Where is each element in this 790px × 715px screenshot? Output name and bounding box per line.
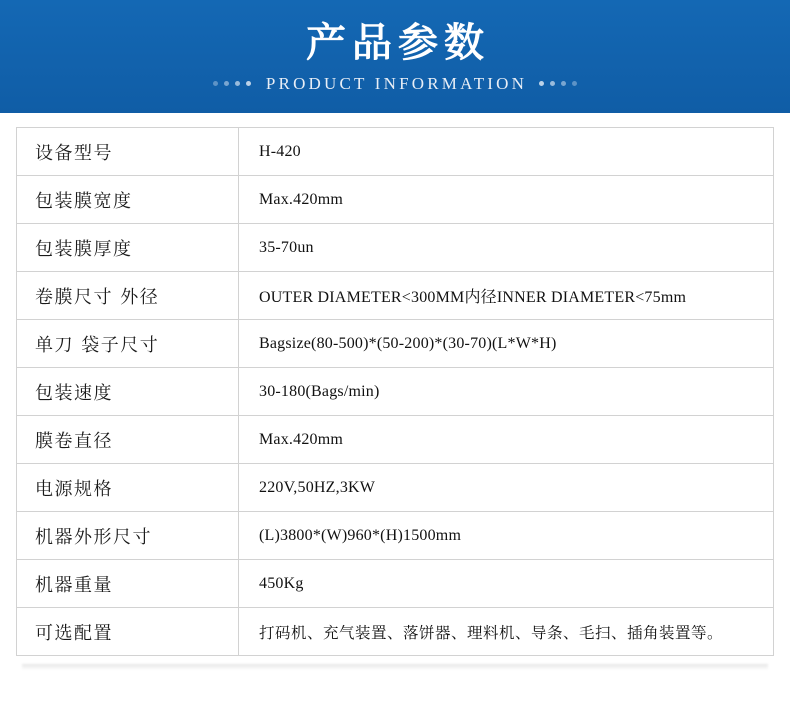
page-header-banner <box>0 0 790 113</box>
spec-value: (L)3800*(W)960*(H)1500mm <box>239 512 774 560</box>
spec-label: 机器外形尺寸 <box>17 512 239 560</box>
spec-value: Bagsize(80-500)*(50-200)*(30-70)(L*W*H) <box>239 320 774 368</box>
dot-ornament-right-icon <box>536 81 580 86</box>
spec-label: 包装速度 <box>17 368 239 416</box>
spec-value: 打码机、充气装置、落饼器、理料机、导条、毛扫、插角装置等。 <box>239 608 774 656</box>
page-title: 产品参数 <box>306 19 490 66</box>
banner-subtitle-row <box>210 74 580 94</box>
table-row <box>17 128 774 176</box>
table-row <box>17 224 774 272</box>
spec-label: 电源规格 <box>17 464 239 512</box>
spec-value: 35-70un <box>239 224 774 272</box>
spec-label: 机器重量 <box>17 560 239 608</box>
spec-label: 包装膜厚度 <box>17 224 239 272</box>
spec-value: 220V,50HZ,3KW <box>239 464 774 512</box>
spec-label: 可选配置 <box>17 608 239 656</box>
specification-table-wrapper <box>16 127 774 656</box>
spec-value: Max.420mm <box>239 416 774 464</box>
spec-label: 设备型号 <box>17 128 239 176</box>
spec-label: 卷膜尺寸 外径 <box>17 272 239 320</box>
table-row <box>17 512 774 560</box>
table-row <box>17 608 774 656</box>
specification-table-body <box>17 128 774 656</box>
table-row <box>17 272 774 320</box>
page-subtitle: PRODUCT INFORMATION <box>265 73 528 93</box>
spec-value: Max.420mm <box>239 176 774 224</box>
table-row <box>17 176 774 224</box>
table-row <box>17 464 774 512</box>
spec-value: H-420 <box>239 128 774 176</box>
spec-value: OUTER DIAMETER<300MM内径INNER DIAMETER<75mm <box>239 272 774 320</box>
specification-table <box>16 127 774 656</box>
table-row <box>17 560 774 608</box>
spec-label: 包装膜宽度 <box>17 176 239 224</box>
banner-inner <box>0 0 790 113</box>
dot-ornament-left-icon <box>210 81 254 86</box>
table-row <box>17 416 774 464</box>
table-bottom-shadow <box>22 664 768 670</box>
spec-value: 450Kg <box>239 560 774 608</box>
spec-label: 单刀 袋子尺寸 <box>17 320 239 368</box>
spec-value: 30-180(Bags/min) <box>239 368 774 416</box>
spec-label: 膜卷直径 <box>17 416 239 464</box>
table-row <box>17 368 774 416</box>
table-row <box>17 320 774 368</box>
